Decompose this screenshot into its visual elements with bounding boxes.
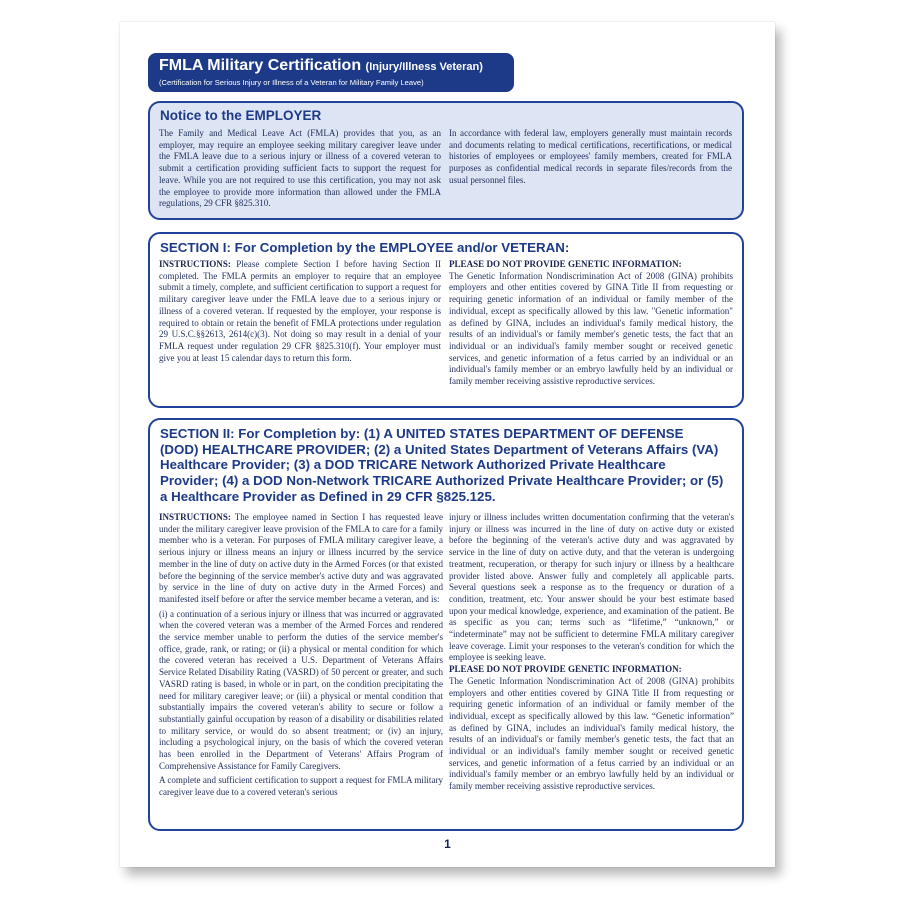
form-page	[120, 22, 775, 867]
notice-right-text: In accordance with federal law, employers generally must maintain records and documents relating to medical certifications, recertifications, or medical histories of employees or employees' family members, created for FMLA purposes as confidential medical records in separate files/records from the usual personnel files.	[449, 128, 732, 185]
section-2-genetic-text: The Genetic Information Nondiscrimination Act of 2008 (GINA) prohibits employers and other entities covered by GINA Title II from requesting or requiring genetic information of an individual or family member of the individual, except as specifically allowed by this law. “Genetic information” as defined by GINA, includes an individual's family medical history, the results of an individual's or family member's genetic tests, the fact that an individual or an individual's family member sought or received genetic services, and genetic information of a fetus carried by an individual or an individual's family member or an embryo lawfully held by an individual or family member receiving assistive reproductive services.	[449, 675, 734, 792]
section-1-instructions-text: Please complete Section I before having Section II completed. The FMLA permits an employer to require that an employee submit a timely, complete, and sufficient certification to support a request for military caregiver leave under the FMLA leave due to a serious injury or illness of a covered veteran. If requested by the employer, your response is required to obtain or retain the benefit of FMLA protections under regulation 29 U.S.C.§§2613, 2614(c)(3). Not doing so may result in a denial of your FMLA request under regulation 29 CFR §825.310(f). Your employer must give you at least 15 calendar days to return this form.	[159, 259, 442, 363]
form-subtitle: (Certification for Serious Injury or Illness of a Veteran for Military Family Leave)	[159, 78, 424, 87]
form-title-suffix: (Injury/Illness Veteran)	[365, 61, 483, 73]
section-2-para-3: A complete and sufficient certification to support a request for FMLA military caregiver leave due to a covered veteran's serious	[159, 775, 443, 798]
section-2-instructions-label: INSTRUCTIONS:	[159, 512, 231, 522]
page-number: 1	[444, 837, 451, 851]
section-2-para-2: (i) a continuation of a serious injury or illness that was incurred or aggravated when the covered veteran was a member of the Armed Forces and rendered the service member unable to perform the duties of the service member's office, grade, rank, or rating; or (ii) a physical or mental condition for which the covered veteran has received a U.S. Department of Veterans Affairs Service Related Disability Rating (VASRD) of 50 percent or greater, and such VASRD rating is based, in whole or in part, on the condition precipitating the need for military caregiver leave; or (iii) a physical or mental condition that substantially impairs the covered veteran's ability to secure or follow a substantially gainful occupation by reason of a disability or disabilities related to military service, or would do so absent treatment; or (iv) an injury, including a psychological injury, on the basis of which the covered veteran has been enrolled in the Department of Veterans' Affairs Program of Comprehensive Assistance for Family Caregivers.	[159, 608, 443, 771]
section-2-instructions	[159, 512, 443, 606]
section-1-instructions-label: INSTRUCTIONS:	[159, 259, 231, 269]
form-title-main: FMLA Military Certification	[159, 57, 362, 74]
notice-right-column	[449, 128, 732, 190]
form-title	[159, 57, 483, 75]
form-title-banner	[148, 53, 514, 92]
notice-left-text: The Family and Medical Leave Act (FMLA) provides that you, as an employer, may require an employee seeking military caregiver leave under the FMLA leave due to a serious injury or illness of a covered veteran to submit a certification providing sufficient facts to support the request for leave. While you are not required to use this certification, you may not ask the employee to provide more information than allowed under the FMLA regulations, 29 CFR §825.310.	[159, 128, 441, 209]
notice-box	[148, 101, 744, 220]
section-2-left-column	[159, 512, 443, 802]
section-2-genetic	[449, 664, 734, 793]
section-1-genetic-text: The Genetic Information Nondiscrimination Act of 2008 (GINA) prohibits employers and other entities covered by GINA Title II from requesting or requiring genetic information of an individual or family member of the individual, except as specifically allowed by this law. "Genetic information" as defined by GINA, includes an individual's family medical history, the results of an individual's or family member's genetic tests, the fact that an individual or an individual's family member sought or received genetic services, and genetic information of a fetus carried by an individual or an individual's family member or an embryo lawfully held by an individual or family member receiving assistive reproductive services.	[449, 270, 733, 387]
notice-heading: Notice to the EMPLOYER	[160, 108, 322, 123]
section-2-box	[148, 418, 744, 831]
section-2-heading: SECTION II: For Completion by: (1) A UNITED STATES DEPARTMENT OF DEFENSE (DOD) HEALTHCARE PROVIDER; (2) a United States Department of Veterans Affairs (VA) Healthcare Provider; (3) a DOD TRICARE Network Authorized Private Healthcare Provider; (4) a DOD Non-Network TRICARE Authorized Private Healthcare Provider; or (5) a Healthcare Provider as Defined in 29 CFR §825.125.	[160, 426, 724, 504]
section-1-instructions	[159, 259, 441, 364]
section-1-left-column	[159, 259, 441, 367]
section-2-right-text: injury or illness includes written documentation confirming that the veteran's injury or illness was incurred in the line of duty on active duty or existed before the beginning of the veteran's active duty and was aggravated by service in the line of duty on active duty, and that the veteran is undergoing treatment, recuperation, or therapy for such injury or illness by a healthcare provider listed above. Answer fully and completely all applicable parts. Several questions seek a response as to the frequency or duration of a condition, treatment, etc. Your answer should be your best estimate based upon your medical knowledge, experience, and examination of the patient. Be as specific as you can; terms such as “lifetime,” “unknown,” or “indeterminate” may not be sufficient to determine FMLA military caregiver leave coverage. Limit your responses to the veteran's condition for which the employee is seeking leave.	[449, 512, 734, 663]
section-1-box	[148, 232, 744, 408]
section-1-right-column	[449, 259, 733, 388]
section-2-genetic-heading: PLEASE DO NOT PROVIDE GENETIC INFORMATION:	[449, 664, 682, 675]
section-2-instructions-text: The employee named in Section I has requested leave under the military caregiver leave provision of the FMLA to care for a family member who is a veteran. For purposes of FMLA military caregiver leave, a serious injury or illness means an injury or illness incurred by the service member in the line of duty on active duty in the Armed Forces (or that existed before the beginning of the service member's active duty and was aggravated by service in the line of duty on active duty in the Armed Forces) and manifested itself before or after the service member became a veteran, and is:	[159, 512, 443, 604]
section-1-genetic-heading: PLEASE DO NOT PROVIDE GENETIC INFORMATION:	[449, 259, 682, 269]
section-2-right-column	[449, 512, 734, 793]
section-1-heading: SECTION I: For Completion by the EMPLOYEE and/or VETERAN:	[160, 240, 570, 255]
section-1-genetic	[449, 259, 733, 388]
notice-left-column	[159, 128, 441, 213]
